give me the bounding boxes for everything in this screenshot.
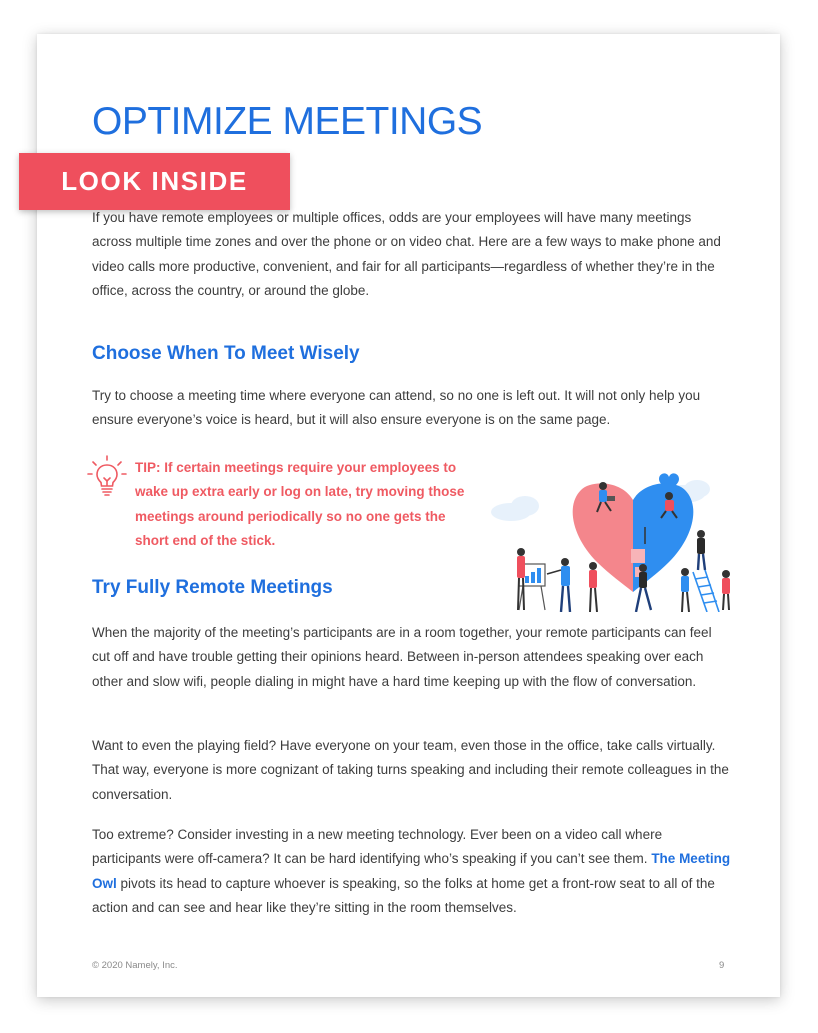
section-heading-fully-remote: Try Fully Remote Meetings [92, 577, 333, 598]
page-number: 9 [719, 960, 725, 971]
intro-paragraph: If you have remote employees or multiple offices, odds are your employees will have many meetings across multiple time zones and over the phone or on video chat. Here are a few ways to make phone and video calls more productive, convenient, and fair for all participants—regardless of whether they’re in the office, across the country, or around the globe. [92, 210, 721, 298]
section2-paragraph-3 [92, 823, 732, 920]
section2-paragraph-1: When the majority of the meeting’s participants are in a room together, your remote participants can feel cut off and have trouble getting their opinions heard. Between in-person attendees speaking over each other and slow wifi, people dialing in might have a hard time keeping up with the flow of conversation. [92, 625, 712, 689]
meeting-owl-link[interactable]: The Meeting Owl [92, 851, 731, 891]
heart-team-illustration [473, 434, 733, 612]
section2-paragraph-2: Want to even the playing field? Have everyone on your team, even those in the office, take calls virtually. That way, everyone is more cognizant of taking turns speaking and including their remote colleagues in the conversation. [92, 738, 729, 802]
section1-paragraph: Try to choose a meeting time where everyone can attend, so no one is left out. It will not only help you ensure everyone’s voice is heard, but it will also ensure everyone is on the same page. [92, 388, 701, 428]
lightbulb-icon [87, 454, 127, 498]
look-inside-button[interactable]: LOOK INSIDE [19, 153, 290, 210]
paragraph-text: pivots its head to capture whoever is speaking, so the folks at home get a front-row seat to all of the action and can see and hear like they’re sitting in the room themselves. [92, 875, 715, 915]
paragraph-text: Too extreme? Consider investing in a new meeting technology. Ever been on a video call where participants were off-camera? It can be hard identifying who’s speaking if you can’t see them. [92, 827, 663, 867]
page-title: OPTIMIZE MEETINGS [92, 100, 483, 143]
tip-callout: TIP: If certain meetings require your employees to wake up extra early or log on late, try moving those meetings around periodically so no one gets the short end of the stick. [135, 460, 465, 548]
section-heading-choose-when: Choose When To Meet Wisely [92, 343, 360, 364]
footer-copyright: © 2020 Namely, Inc. [92, 960, 178, 971]
